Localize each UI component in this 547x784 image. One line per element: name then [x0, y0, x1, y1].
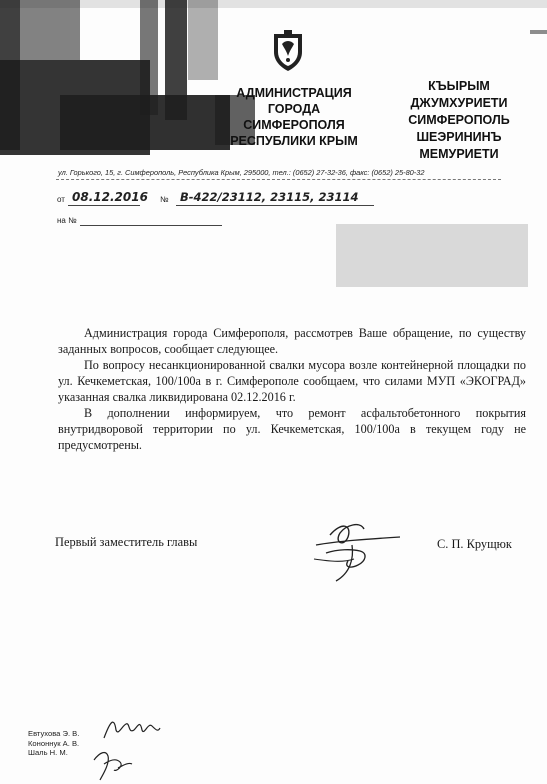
header-right-line: СИМФЕРОПОЛЬ — [408, 113, 510, 127]
registration-number: В-422/23112, 23115, 23114 — [180, 190, 359, 204]
handwritten-initials — [100, 712, 162, 742]
header-left-line: АДМИНИСТРАЦИЯ — [236, 86, 352, 100]
body-paragraph: Администрация города Симферополя, рассмотрев Ваше обращение, по существу заданных вопросов, сообщает следующее. — [58, 326, 526, 356]
header-russian — [226, 85, 362, 149]
body-paragraph: В дополнении информируем, что ремонт асфальтобетонного покрытия внутридворовой территории по ул. Кечкеметская, 100/100а в текущем году не предусмотрены. — [58, 406, 526, 452]
to-label: на № — [57, 216, 77, 225]
body-paragraph: По вопросу несанкционированной свалки мусора возле контейнерной площадки по ул. Кечкеметская, 100/100а в г. Симферополе сообщаем, что силами МУП «ЭКОГРАД» указанная свалка ликвидирована 02.12.2016 г. — [58, 358, 526, 404]
executor-name: Шаль Н. М. — [28, 748, 68, 757]
header-left-line: СИМФЕРОПОЛЯ — [243, 118, 345, 132]
number-label: № — [160, 195, 169, 204]
coat-of-arms-icon — [270, 30, 306, 72]
header-crimean-tatar — [396, 78, 522, 163]
from-label: от — [57, 195, 65, 204]
header-right-line: ДЖУМХУРИЕТИ — [410, 96, 508, 110]
header-right-line: МЕМУРИЕТИ — [419, 147, 499, 161]
number-line — [176, 205, 374, 206]
handwritten-initials — [88, 748, 134, 782]
header-right-line: ШЕЭРИНИНЪ — [416, 130, 502, 144]
executor-name: Евтухова Э. В. — [28, 729, 80, 738]
letter-body — [58, 325, 526, 453]
executors-list — [28, 729, 79, 758]
handwritten-signature — [308, 515, 408, 587]
signatory-title: Первый заместитель главы — [55, 535, 198, 549]
date-line — [68, 205, 140, 206]
header-left-line: ГОРОДА — [267, 102, 321, 116]
registration-date: 08.12.2016 — [72, 190, 148, 204]
header-right-line: КЪЫРЫМ — [428, 79, 490, 93]
address-line: ул. Горького, 15, г. Симферополь, Республика Крым, 295000, тел.: (0652) 27-32-36, факс: (0652) 25-80-32 — [58, 168, 425, 177]
header-divider — [56, 179, 501, 180]
redacted-addressee — [336, 224, 528, 287]
signatory-name: С. П. Крущюк — [437, 537, 512, 551]
header-left-line: РЕСПУБЛИКИ КРЫМ — [230, 134, 358, 148]
reference-line — [80, 225, 222, 226]
executor-name: Кононнук А. В. — [28, 738, 80, 748]
